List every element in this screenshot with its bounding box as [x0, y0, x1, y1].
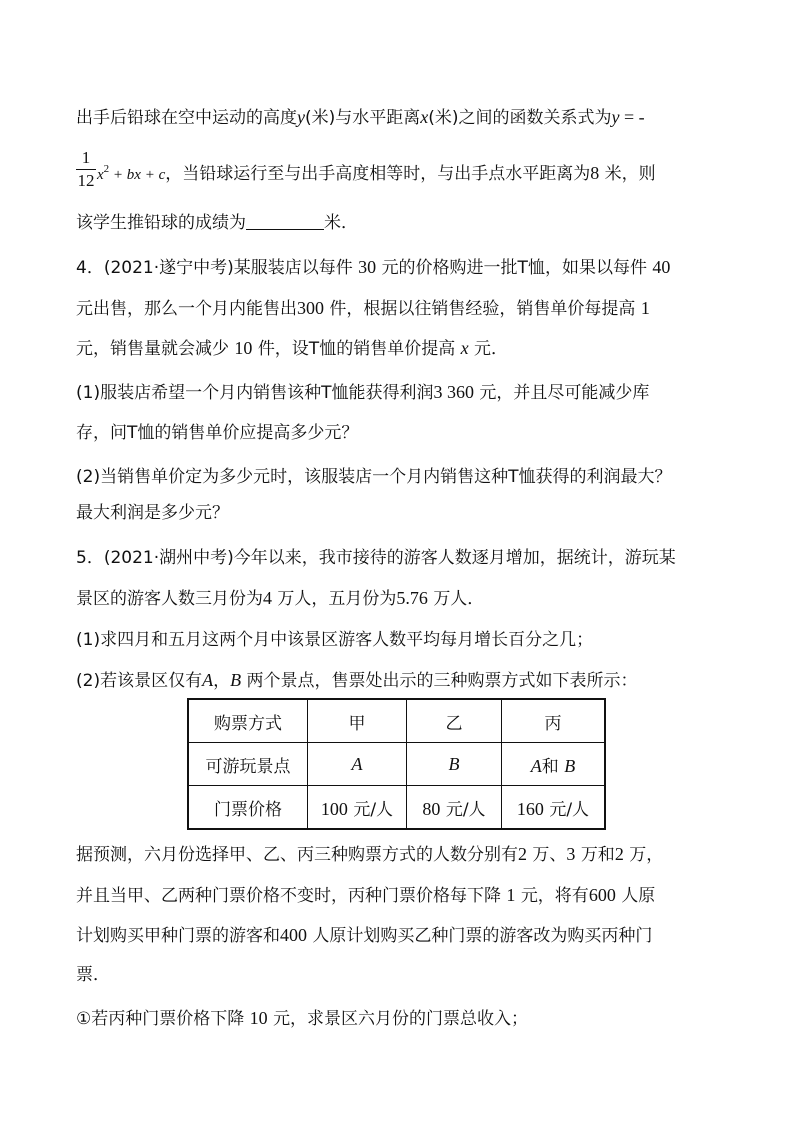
var-x: x [460, 338, 469, 358]
text: 元． [474, 339, 509, 359]
text: (米)与水平距离 [305, 108, 421, 128]
number: 400 [280, 925, 307, 945]
text: 元的价格购进一批T恤，如果以每件 [381, 258, 647, 278]
var-y: y [611, 107, 620, 127]
text: 元/人 [549, 799, 590, 820]
text: 元，将有 [520, 886, 589, 906]
var-A: A [530, 755, 542, 776]
text: 景区的游客人数三月份为 [76, 589, 263, 609]
table-cell: 门票价格 [188, 786, 308, 830]
text: 万、 [532, 845, 567, 865]
number: 4 [263, 588, 272, 608]
text: (1)求四月和五月这两个月中该景区游客人数平均每月增长百分之几； [76, 630, 594, 650]
ticket-table [187, 698, 606, 830]
var-A: A [351, 753, 363, 774]
text: 元出售，那么一个月内能售出 [76, 299, 297, 319]
number: 300 [297, 298, 324, 318]
q5-part-2 [76, 669, 638, 692]
number: 40 [652, 257, 671, 277]
table-cell: 购票方式 [188, 699, 308, 743]
q5-line-2 [76, 587, 484, 610]
fraction [76, 148, 96, 191]
q4-part-2 [76, 466, 671, 488]
text: 万， [629, 845, 664, 865]
q4-part-2-cont [76, 502, 229, 524]
number: 10 [249, 1008, 268, 1028]
number: 10 [234, 338, 253, 358]
number: 8 [590, 163, 600, 183]
text: 最大利润是多少元？ [76, 503, 229, 523]
p-line-2 [76, 884, 655, 907]
fraction-numerator: 1 [76, 148, 96, 170]
text: 存，问T恤的销售单价应提高多少元？ [76, 423, 359, 443]
text: 元，并且尽可能减少库 [479, 383, 650, 403]
text: 人原计划购买乙种门票的游客改为购买丙种门 [312, 926, 653, 946]
text: 米． [324, 213, 358, 233]
text: ， [213, 671, 231, 691]
line-2 [97, 158, 656, 186]
number: 30 [358, 257, 377, 277]
q4-line-3 [76, 337, 508, 360]
number: 3 360 [433, 382, 474, 402]
text: 元，销售量就会减少 [76, 339, 229, 359]
number: 1 [506, 885, 516, 905]
answer-blank[interactable] [246, 213, 324, 230]
var-x: x [97, 167, 104, 183]
text: 票． [76, 965, 110, 985]
line-1 [76, 106, 645, 129]
text: 万人． [433, 589, 485, 609]
text: (米)之间的函数关系式为 [428, 108, 612, 128]
table-row [188, 786, 605, 830]
text: 元，求景区六月份的门票总收入； [273, 1009, 529, 1029]
table-cell: 乙 [407, 699, 502, 743]
var-B: B [448, 753, 460, 774]
text: 万和 [580, 845, 615, 865]
var-B: B [564, 755, 576, 776]
table-cell: 甲 [308, 699, 407, 743]
text: (1)服装店希望一个月内销售该种T恤能获得利润 [76, 383, 434, 403]
q5-part-1 [76, 629, 593, 651]
text: 人原 [621, 886, 656, 906]
text: (2)当销售单价定为多少元时，该服装店一个月内销售这种T恤获得的利润最大？ [76, 467, 672, 487]
p-line-4 [76, 964, 110, 986]
table-cell [407, 743, 502, 786]
text: ①若丙种门票价格下降 [76, 1009, 245, 1029]
table-row [188, 743, 605, 786]
q4-part-1 [76, 381, 649, 404]
text: 件，根据以往销售经验，销售单价每提高 [329, 299, 636, 319]
fraction-denominator: 12 [77, 171, 95, 190]
number: 2 [614, 844, 624, 864]
table-cell [308, 743, 407, 786]
q4-line-1 [76, 256, 670, 279]
table-row [188, 699, 605, 743]
number: 100 [320, 798, 348, 819]
var-B: B [230, 670, 242, 690]
text: ，当铅球运行至与出手高度相等时，与出手点水平距离为 [165, 164, 591, 184]
table-cell [502, 786, 606, 830]
text: 万人，五月份为 [277, 589, 397, 609]
line-3 [76, 212, 358, 234]
p-line-3 [76, 924, 652, 947]
q5-line-1 [76, 547, 676, 569]
text: 4．(2021·遂宁中考)某服装店以每件 [76, 258, 353, 278]
expression: + bx + c [109, 167, 166, 183]
q4-line-2 [76, 297, 650, 320]
text: 5．(2021·湖州中考)今年以来，我市接待的游客人数逐月增加，据统计，游玩某 [76, 548, 676, 568]
equals-minus: = - [619, 107, 645, 127]
text: 该学生推铅球的成绩为 [76, 213, 246, 233]
text: 和 [541, 756, 559, 777]
var-A: A [202, 670, 214, 690]
table-cell: 丙 [502, 699, 606, 743]
var-y: y [297, 107, 305, 127]
table-cell: 可游玩景点 [188, 743, 308, 786]
exponent: 2 [103, 163, 110, 175]
number: 1 [640, 298, 650, 318]
text: 两个景点，售票处出示的三种购票方式如下表所示： [246, 671, 638, 691]
number: 80 [422, 798, 441, 819]
number: 5.76 [396, 588, 428, 608]
number: 3 [566, 844, 576, 864]
text: 据预测，六月份选择甲、乙、丙三种购票方式的人数分别有 [76, 845, 518, 865]
text: 出手后铅球在空中运动的高度 [76, 108, 297, 128]
number: 160 [516, 798, 544, 819]
text: 并且当甲、乙两种门票价格不变时，丙种门票价格每下降 [76, 886, 501, 906]
number: 2 [518, 844, 527, 864]
text: 计划购买甲种门票的游客和 [76, 926, 280, 946]
text: 米，则 [604, 164, 656, 184]
var-x: x [420, 107, 429, 127]
table-cell [308, 786, 407, 830]
q4-part-1-cont [76, 422, 358, 444]
table-cell [407, 786, 502, 830]
text: 件，设T恤的销售单价提高 [257, 339, 456, 359]
table-cell [502, 743, 606, 786]
p-line-1 [76, 843, 663, 866]
p-line-5 [76, 1007, 528, 1030]
number: 600 [588, 885, 616, 905]
text: 元/人 [445, 799, 486, 820]
text: (2)若该景区仅有 [76, 671, 203, 691]
text: 元/人 [353, 799, 394, 820]
